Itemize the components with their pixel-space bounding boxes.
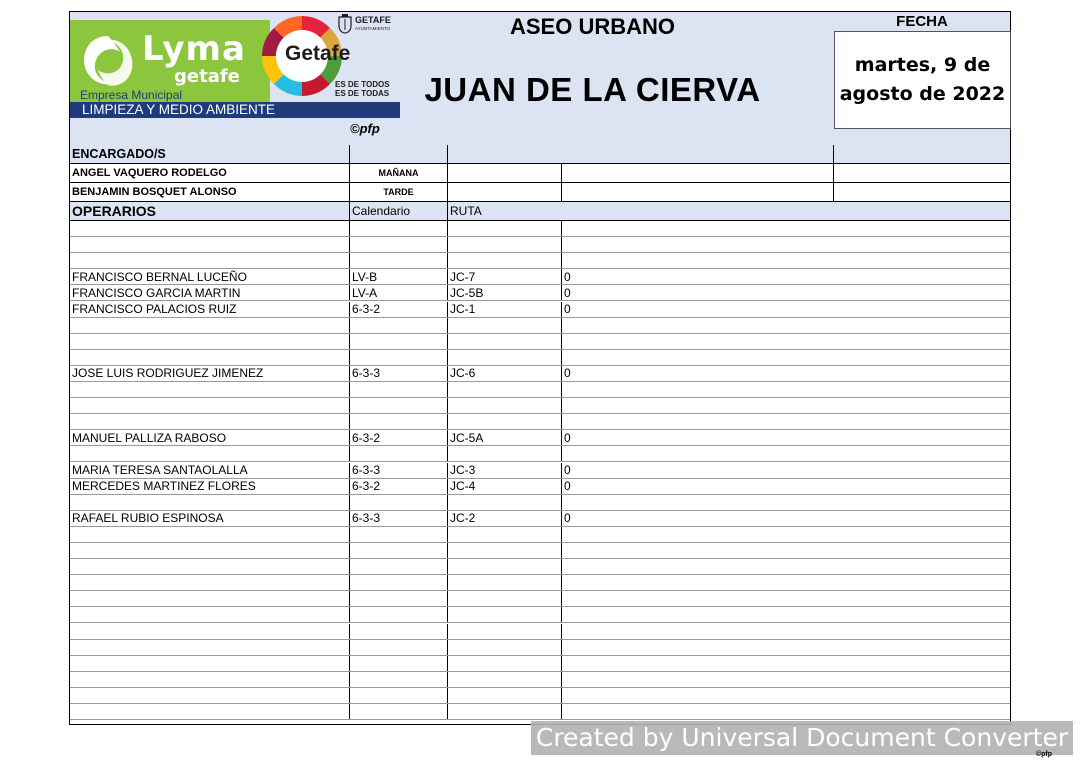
encargado-cell: [834, 164, 1010, 182]
operario-row: [70, 591, 1010, 607]
operario-name: [70, 237, 350, 252]
operario-name: [70, 334, 350, 349]
operario-value: [562, 656, 1010, 671]
operario-value: [562, 414, 1010, 429]
operario-calendario: LV-A: [350, 285, 448, 300]
operario-row: [70, 285, 1010, 301]
operario-row: [70, 318, 1010, 334]
operario-row: [70, 704, 1010, 720]
operario-row: [70, 559, 1010, 575]
footer-pfp-mark: ©pfp: [1036, 751, 1053, 758]
encargado-turno: TARDE: [350, 183, 448, 201]
operario-ruta: [448, 704, 562, 719]
encargado-cell: [448, 183, 562, 201]
operario-calendario: [350, 253, 448, 268]
operario-value: [562, 446, 1010, 461]
operario-row: [70, 640, 1010, 656]
operario-ruta: JC-7: [448, 269, 562, 284]
operario-ruta: JC-5B: [448, 285, 562, 300]
operario-row: [70, 237, 1010, 253]
operario-row: [70, 398, 1010, 414]
operario-ruta: JC-1: [448, 302, 562, 317]
operario-value: [562, 318, 1010, 333]
operario-ruta: [448, 334, 562, 349]
operario-name: [70, 672, 350, 687]
operario-row: [70, 543, 1010, 559]
operario-value: [562, 640, 1010, 655]
operario-calendario: [350, 607, 448, 622]
operario-name: MARIA TERESA SANTAOLALLA: [70, 463, 350, 478]
operario-calendario: [350, 446, 448, 461]
operario-calendario: [350, 688, 448, 703]
lyma-brand-name: Lyma: [142, 29, 246, 69]
operario-calendario: [350, 350, 448, 365]
operario-calendario: [350, 318, 448, 333]
operario-value: [562, 688, 1010, 703]
operario-ruta: JC-4: [448, 479, 562, 494]
operario-name: [70, 382, 350, 397]
fecha-line-1: martes, 9 de: [854, 54, 991, 76]
operario-calendario: [350, 237, 448, 252]
operario-name: [70, 688, 350, 703]
operario-value: [562, 237, 1010, 252]
operario-ruta: [448, 398, 562, 413]
crest-sub: AYUNTAMIENTO: [355, 26, 391, 31]
operario-name: FRANCISCO GARCIA MARTIN: [70, 285, 350, 300]
operario-ruta: [448, 624, 562, 639]
operario-calendario: [350, 591, 448, 606]
operario-value: [562, 559, 1010, 574]
operario-calendario: [350, 495, 448, 510]
operario-calendario: [350, 575, 448, 590]
sheet-header: [70, 12, 1010, 146]
operario-row: [70, 366, 1010, 382]
operario-calendario: 6-3-3: [350, 366, 448, 381]
encargado-row: [70, 164, 1010, 183]
operario-value: [562, 607, 1010, 622]
operario-name: FRANCISCO BERNAL LUCEÑO: [70, 269, 350, 284]
operario-row: [70, 479, 1010, 495]
encargado-name: BENJAMIN BOSQUET ALONSO: [70, 183, 350, 201]
limpieza-label: LIMPIEZA Y MEDIO AMBIENTE: [82, 102, 276, 117]
operario-ruta: JC-6: [448, 366, 562, 381]
operario-calendario: [350, 624, 448, 639]
operario-value: [562, 624, 1010, 639]
operario-ruta: [448, 446, 562, 461]
operario-ruta: [448, 575, 562, 590]
operario-value: 0: [564, 463, 571, 478]
operario-calendario: [350, 527, 448, 542]
encargados-header-cell: [448, 145, 834, 163]
operario-row: [70, 607, 1010, 623]
operario-ruta: [448, 237, 562, 252]
operario-ruta: [448, 640, 562, 655]
encargados-label: ENCARGADO/S: [70, 145, 350, 163]
operario-ruta: JC-3: [448, 463, 562, 478]
operario-name: [70, 607, 350, 622]
encargado-row: [70, 183, 1010, 202]
operario-calendario: 6-3-3: [350, 511, 448, 526]
operario-ruta: [448, 350, 562, 365]
operario-value: [562, 382, 1010, 397]
encargado-name: ANGEL VAQUERO RODELGO: [70, 164, 350, 182]
encargado-cell: [562, 183, 834, 201]
operario-name: MERCEDES MARTINEZ FLORES: [70, 479, 350, 494]
encargado-cell: [834, 183, 1010, 201]
operario-ruta: [448, 221, 562, 236]
operario-row: [70, 350, 1010, 366]
operario-name: [70, 414, 350, 429]
operario-ruta: [448, 527, 562, 542]
operario-ruta: JC-5A: [448, 430, 562, 445]
operario-name: [70, 624, 350, 639]
operario-calendario: [350, 543, 448, 558]
operario-row: [70, 688, 1010, 704]
operario-name: [70, 704, 350, 719]
converter-watermark: Created by Universal Document Converter: [531, 721, 1073, 755]
operario-value: 0: [564, 285, 571, 300]
lyma-swirl-icon: [80, 32, 136, 90]
operario-row: [70, 334, 1010, 350]
operario-value: [562, 704, 1010, 719]
operario-calendario: [350, 398, 448, 413]
operario-ruta: [448, 414, 562, 429]
getafe-crest-icon: [338, 14, 352, 34]
operario-row: [70, 511, 1010, 527]
operario-ruta: [448, 253, 562, 268]
operario-calendario: [350, 221, 448, 236]
todos-line-2: ES DE TODAS: [335, 89, 390, 98]
operario-name: [70, 656, 350, 671]
operario-calendario: [350, 414, 448, 429]
operario-row: [70, 269, 1010, 285]
operario-name: RAFAEL RUBIO ESPINOSA: [70, 511, 350, 526]
operario-row: [70, 656, 1010, 672]
operarios-label: OPERARIOS: [70, 202, 350, 220]
operario-name: [70, 575, 350, 590]
fecha-line-2: agosto de 2022: [839, 83, 1006, 105]
operario-name: MANUEL PALLIZA RABOSO: [70, 430, 350, 445]
location-title: JUAN DE LA CIERVA: [424, 71, 761, 108]
operario-ruta: [448, 495, 562, 510]
crest-name: GETAFE: [355, 15, 391, 25]
operario-calendario: 6-3-3: [350, 463, 448, 478]
operario-calendario: [350, 672, 448, 687]
operario-name: [70, 640, 350, 655]
operario-name: [70, 543, 350, 558]
operario-row: [70, 446, 1010, 462]
operario-value: 0: [564, 366, 571, 381]
operario-value: 0: [564, 269, 571, 284]
operario-row: [70, 624, 1010, 640]
operario-name: [70, 350, 350, 365]
operario-value: [562, 591, 1010, 606]
operario-value: [562, 334, 1010, 349]
encargado-cell: [448, 164, 562, 182]
operario-name: [70, 221, 350, 236]
empresa-label: Empresa Municipal: [80, 88, 183, 102]
operario-calendario: [350, 559, 448, 574]
operario-value: 0: [564, 430, 571, 445]
operario-name: [70, 446, 350, 461]
operario-value: [562, 672, 1010, 687]
operario-row: [70, 463, 1010, 479]
operario-calendario: LV-B: [350, 269, 448, 284]
operario-row: [70, 221, 1010, 237]
operario-row: [70, 382, 1010, 398]
operario-calendario: [350, 656, 448, 671]
ruta-header: RUTA: [448, 202, 1010, 220]
sheet-title: ASEO URBANO: [509, 14, 675, 39]
encargados-header-row: [70, 145, 1010, 164]
operario-value: [562, 495, 1010, 510]
operario-value: [562, 253, 1010, 268]
operario-ruta: [448, 688, 562, 703]
operario-ruta: [448, 607, 562, 622]
operario-row: [70, 672, 1010, 688]
operario-ruta: JC-2: [448, 511, 562, 526]
schedule-sheet: [69, 11, 1011, 725]
operario-name: [70, 559, 350, 574]
operario-name: [70, 591, 350, 606]
operario-calendario: [350, 704, 448, 719]
operario-ruta: [448, 656, 562, 671]
operarios-header-row: [70, 202, 1010, 221]
fecha-value: [834, 31, 1011, 129]
operario-value: 0: [564, 479, 571, 494]
fecha-label: FECHA: [834, 13, 1010, 32]
operario-calendario: 6-3-2: [350, 302, 448, 317]
operario-name: [70, 527, 350, 542]
encargado-turno: MAÑANA: [350, 164, 448, 182]
operario-name: JOSE LUIS RODRIGUEZ JIMENEZ: [70, 366, 350, 381]
todos-line-1: ES DE TODOS: [335, 80, 390, 89]
operario-calendario: 6-3-2: [350, 430, 448, 445]
operario-ruta: [448, 559, 562, 574]
operario-calendario: [350, 382, 448, 397]
operario-ruta: [448, 382, 562, 397]
operario-name: [70, 398, 350, 413]
operario-row: [70, 253, 1010, 269]
operario-ruta: [448, 543, 562, 558]
operario-row: [70, 302, 1010, 318]
operario-value: [562, 221, 1010, 236]
operario-value: [562, 575, 1010, 590]
pfp-mark: ©pfp: [350, 121, 380, 136]
operario-value: [562, 543, 1010, 558]
lyma-brand-sub: getafe: [174, 66, 240, 87]
todos-slogan: [335, 80, 390, 98]
encargados-header-cell: [350, 145, 448, 163]
operario-calendario: [350, 334, 448, 349]
operario-ruta: [448, 591, 562, 606]
operario-calendario: [350, 640, 448, 655]
encargado-cell: [562, 164, 834, 182]
operario-value: [562, 527, 1010, 542]
getafe-logo-text: Getafe: [285, 42, 351, 65]
operario-row: [70, 430, 1010, 446]
operario-name: FRANCISCO PALACIOS RUIZ: [70, 302, 350, 317]
operario-row: [70, 414, 1010, 430]
operario-ruta: [448, 672, 562, 687]
operario-name: [70, 318, 350, 333]
operario-value: [562, 350, 1010, 365]
operario-row: [70, 527, 1010, 543]
calendario-header: Calendario: [350, 202, 448, 220]
operario-row: [70, 495, 1010, 511]
operario-value: [562, 398, 1010, 413]
operario-ruta: [448, 318, 562, 333]
operario-value: 0: [564, 302, 571, 317]
operario-row: [70, 575, 1010, 591]
operario-value: 0: [564, 511, 571, 526]
operario-calendario: 6-3-2: [350, 479, 448, 494]
encargados-header-cell: [834, 145, 1010, 163]
operario-name: [70, 253, 350, 268]
operario-name: [70, 495, 350, 510]
